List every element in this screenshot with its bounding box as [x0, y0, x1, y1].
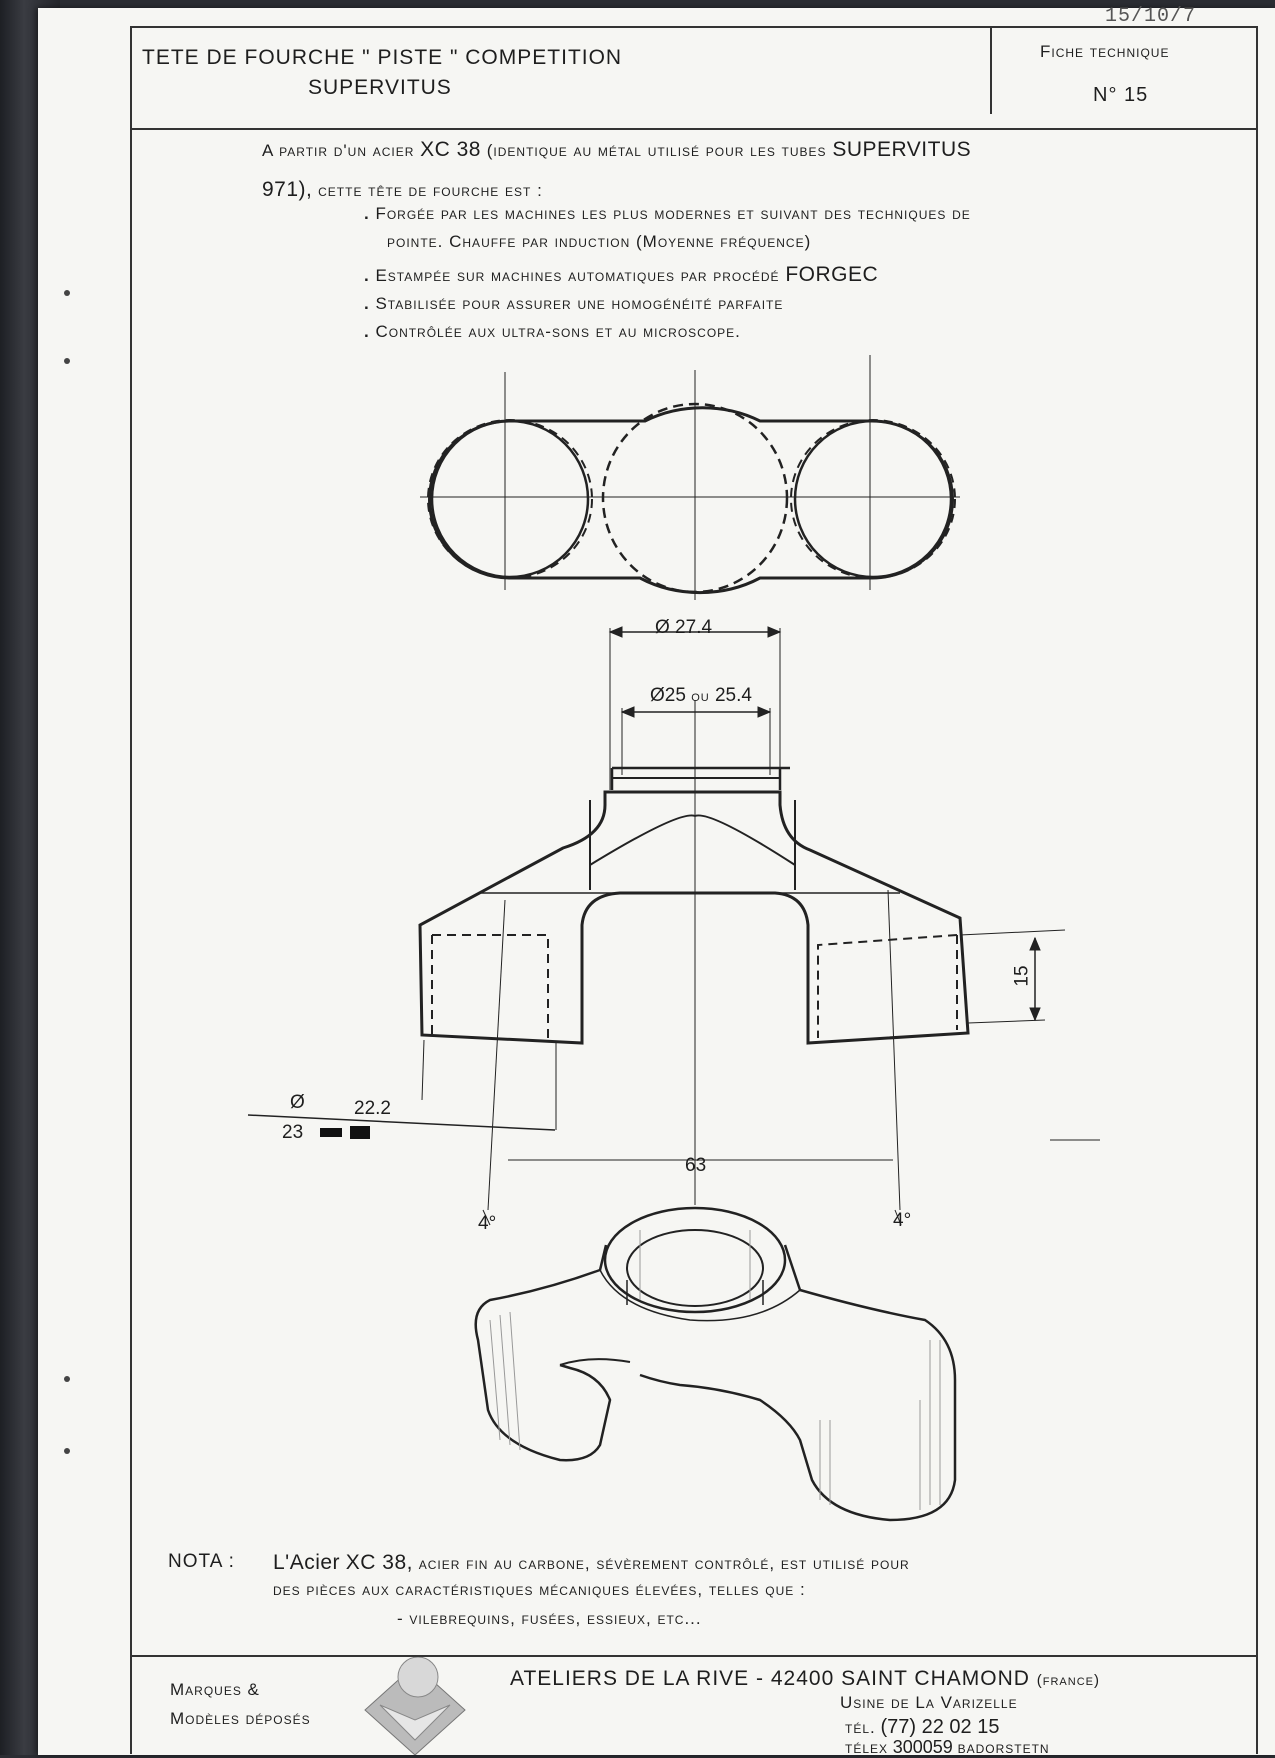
dim-blade-a: 22.2 [354, 1098, 391, 1119]
footer-country: (france) [1036, 1672, 1100, 1689]
process-name: FORGEC [785, 263, 879, 286]
dim-blade-b: 23 [282, 1122, 304, 1143]
footer-city: 42400 SAINT CHAMOND [770, 1667, 1030, 1690]
fiche-number: N° 15 [1093, 84, 1149, 106]
fiche-label: Fiche technique [1040, 42, 1170, 61]
bullet-controlee: . Contrôlée aux ultra-sons et au microscope. [364, 322, 741, 342]
dim-angle-right: 4° [893, 1210, 912, 1231]
footer-tel [845, 1716, 999, 1739]
date-stamp: 15/10/7 [1105, 5, 1197, 28]
telex-number: 300059 [892, 1737, 953, 1757]
top-view-drawing [420, 355, 960, 600]
front-view-drawing [248, 627, 1100, 1225]
footer-address [510, 1667, 1100, 1691]
bullet-stabilisee: . Stabilisée pour assurer une homogénéité parfaite [364, 294, 783, 314]
ink-blot [350, 1126, 370, 1139]
bullet-text: Estampée sur machines automatiques par procédé [375, 266, 780, 285]
intro-text: A partir d'un acier [262, 141, 415, 160]
dim-inner-diameter [650, 685, 752, 707]
tel-number: (77) 22 02 15 [880, 1716, 1000, 1738]
dim-blade-symbol: Ø [290, 1092, 305, 1113]
bullet-forgee-cont: pointe. Chauffe par induction (Moyenne fréquence) [387, 232, 812, 251]
dim-inner-ou: ou [691, 688, 710, 705]
dim-spacing: 63 [685, 1155, 707, 1176]
telex-code: badorstetn [957, 1738, 1050, 1757]
dim-inner-b: 25.4 [714, 685, 752, 706]
tel-label: tél. [845, 1718, 876, 1737]
nota-label: NOTA : [168, 1551, 235, 1572]
nota-line-2: des pièces aux caractéristiques mécaniques élevées, telles que : [273, 1580, 806, 1599]
nota-text: acier fin au carbone, sévèrement contrôlé, est utilisé pour [418, 1554, 910, 1573]
footer-modeles: Modèles déposés [170, 1709, 311, 1728]
nota-steel-grade: XC 38, [345, 1551, 413, 1574]
footer-marques: Marques & [170, 1680, 260, 1699]
ink-blot [320, 1128, 342, 1137]
bullet-forgee: . Forgée par les machines les plus modernes et suivant des techniques de [364, 204, 971, 224]
dim-height: 15 [1011, 965, 1033, 987]
brand-name: SUPERVITUS [832, 138, 972, 161]
nota-text: L'Acier [273, 1551, 341, 1574]
dim-outer-diameter: Ø 27.4 [655, 617, 713, 638]
tube-model: 971), [262, 178, 313, 201]
telex-label: télex [845, 1738, 889, 1757]
footer-usine: Usine de La Varizelle [840, 1693, 1018, 1712]
intro-text: (identique au métal utilisé pour les tubes [486, 141, 827, 160]
footer-company: ATELIERS DE LA RIVE - [510, 1667, 765, 1690]
nota-line-3: - vilebrequins, fusées, essieux, etc... [397, 1609, 702, 1628]
fork-crown-sketch [476, 1208, 955, 1520]
steel-grade: XC 38 [420, 138, 481, 161]
company-logo [365, 1657, 465, 1755]
dim-inner-a: Ø25 [650, 685, 686, 706]
intro-text: cette tête de fourche est : [318, 181, 543, 200]
footer-rule [130, 1655, 1256, 1657]
dim-angle-left: 4° [478, 1213, 497, 1234]
nota-line-1 [273, 1551, 910, 1575]
document-subtitle: SUPERVITUS [308, 76, 452, 99]
document-title: TETE DE FOURCHE " PISTE " COMPETITION [142, 46, 623, 69]
